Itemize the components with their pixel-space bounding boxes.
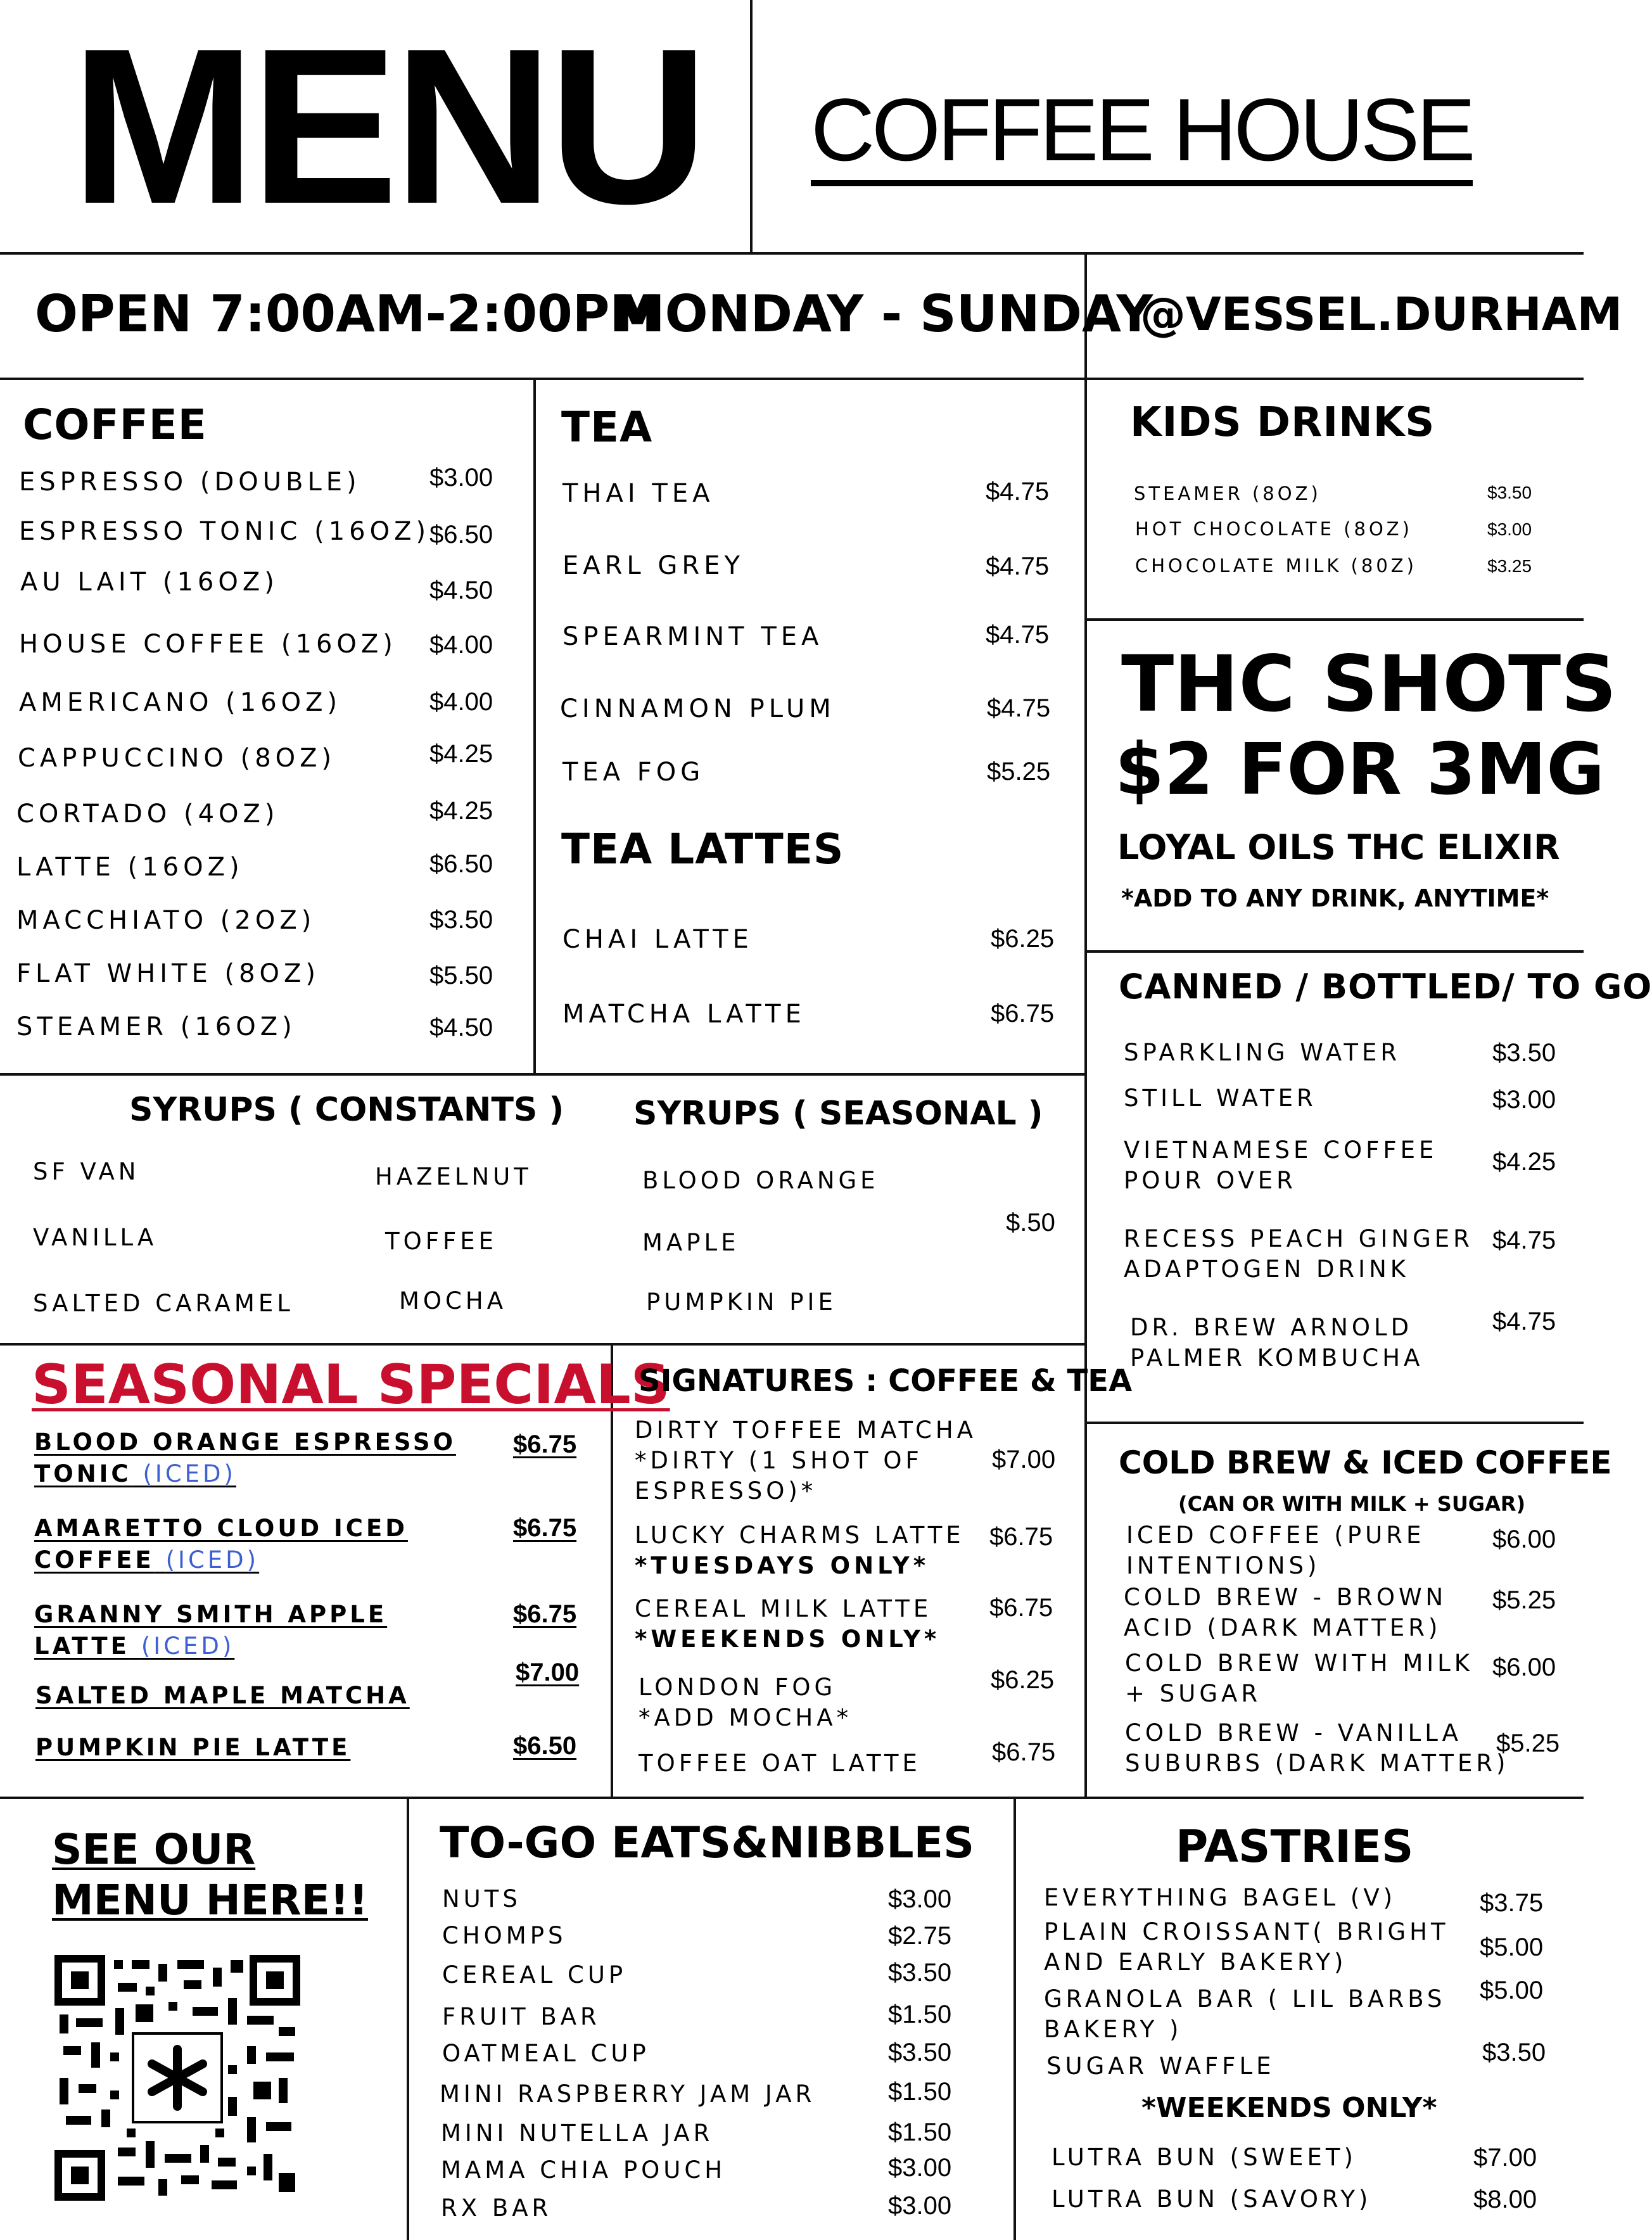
tea-item-price: $5.25 [987,758,1051,786]
coffee-item-name: ESPRESSO (DOUBLE) [19,468,361,497]
canned-heading: CANNED / BOTTLED/ TO GO [1119,967,1652,1007]
divider [407,1797,409,2240]
pastry-item-price: $3.50 [1482,2039,1546,2066]
weekends-only-label: *WEEKENDS ONLY* [1141,2092,1437,2124]
signature-item [639,1672,852,1733]
weekend-pastry-price: $8.00 [1473,2186,1537,2213]
cold-brew-item-price: $5.25 [1492,1586,1556,1614]
pastry-item-name-line2: AND EARLY BAKERY) [1044,1949,1347,1976]
coffee-item-name: AMERICANO (16OZ) [19,688,342,717]
eats-item-price: $1.50 [888,2118,952,2146]
coffee-item-price: $5.50 [429,962,493,990]
pastry-item-price: $3.75 [1480,1889,1544,1917]
eats-item-price: $3.50 [888,2039,952,2066]
seasonal-item-line1: BLOOD ORANGE ESPRESSO [34,1429,456,1456]
canned-item-price: $4.75 [1492,1226,1556,1254]
coffee-item-name: FLAT WHITE (8OZ) [16,959,321,988]
pastry-item-name-line2: BAKERY ) [1044,2016,1183,2043]
signature-item-line: ESPRESSO)* [635,1477,817,1505]
cold-brew-item-name-line2: INTENTIONS) [1126,1552,1321,1579]
eats-item-price: $1.50 [888,2078,952,2106]
seasonal-item-price: $6.75 [513,1514,577,1542]
tea-latte-item-price: $6.75 [991,1000,1055,1028]
cold-brew-item-name: COLD BREW WITH MILK [1125,1650,1474,1677]
canned-item-price: $4.75 [1492,1308,1556,1335]
seasonal-item-price: $6.75 [513,1430,577,1458]
kids-item-price: $3.50 [1487,483,1532,502]
weekend-pastry-price: $7.00 [1473,2144,1537,2172]
tea-item-name: CINNAMON PLUM [560,694,836,723]
syrups-constants-heading: SYRUPS ( CONSTANTS ) [129,1091,564,1129]
coffee-item-price: $6.50 [429,850,493,878]
syrup-item: MAPLE [642,1229,740,1256]
seasonal-item [34,1599,387,1662]
coffee-item-price: $4.00 [429,688,493,716]
canned-item-price: $3.00 [1492,1086,1556,1114]
eats-item-name: MAMA CHIA POUCH [441,2156,727,2184]
eats-item-name: CEREAL CUP [442,1961,627,1989]
signature-item-price: $6.75 [992,1738,1056,1766]
signature-item-line: *WEEKENDS ONLY* [635,1626,941,1653]
pastries-heading: PASTRIES [1176,1821,1414,1873]
iced-tag: (ICED) [141,1632,235,1660]
signature-item-price: $7.00 [992,1446,1056,1473]
eats-item-name: MINI RASPBERRY JAM JAR [440,2080,816,2108]
opening-hours: OPEN 7:00AM-2:00PM [35,284,661,343]
signature-item-line: CEREAL MILK LATTE [635,1595,932,1622]
eats-item-price: $3.50 [888,1959,952,1987]
cold-brew-item-price: $5.25 [1496,1729,1560,1757]
pastry-item-name: SUGAR WAFFLE [1046,2052,1275,2080]
coffee-item-name: CAPPUCCINO (8OZ) [18,744,336,773]
coffee-item-price: $3.00 [429,464,493,492]
signature-item-line: *ADD MOCHA* [639,1704,853,1731]
tea-item-price: $4.75 [986,552,1050,580]
seasonal-item-price: $7.00 [516,1658,580,1686]
tea-item-name: THAI TEA [562,479,715,508]
eats-item-price: $3.00 [888,2154,952,2182]
coffee-item-price: $4.25 [429,797,493,825]
signature-item-price: $6.75 [989,1523,1053,1551]
kids-item-name: HOT CHOCOLATE (8OZ) [1135,518,1413,540]
thc-price: $2 FOR 3MG [1115,729,1605,811]
seasonal-item-line2: TONIC (ICED) [34,1460,236,1487]
syrup-item: MOCHA [399,1287,507,1314]
thc-product: LOYAL OILS THC ELIXIR [1117,827,1560,867]
see-menu-line2: MENU HERE!! [52,1876,368,1925]
thc-note: *ADD TO ANY DRINK, ANYTIME* [1121,884,1549,912]
kids-item-name: CHOCOLATE MILK (80Z) [1135,555,1417,576]
syrup-item: SALTED CARAMEL [33,1290,294,1317]
divider [1013,1797,1016,2240]
syrup-item: SF VAN [33,1158,140,1185]
pastry-item-name: PLAIN CROISSANT( BRIGHT [1044,1918,1449,1945]
divider [1084,252,1087,1798]
syrup-item: VANILLA [33,1224,158,1251]
kids-item-price: $3.25 [1487,556,1532,576]
kids-drinks-heading: KIDS DRINKS [1130,399,1435,446]
seasonal-item-line2: COFFEE (ICED) [34,1546,260,1574]
cold-brew-heading: COLD BREW & ICED COFFEE [1119,1444,1612,1481]
iced-tag: (ICED) [143,1460,236,1487]
coffee-item-price: $4.50 [429,576,493,604]
tea-lattes-heading: TEA LATTES [561,825,844,874]
menu-qr-code[interactable] [57,1957,298,2198]
coffee-item-price: $6.50 [429,521,493,549]
signature-item-line: LONDON FOG [639,1674,837,1701]
syrup-item: TOFFEE [385,1228,498,1255]
pastry-item-price: $5.00 [1480,1933,1544,1961]
coffee-item-name: CORTADO (4OZ) [16,799,279,829]
canned-item-name: RECESS PEACH GINGER [1124,1225,1473,1252]
seasonal-item [34,1427,456,1490]
thc-shots-title: THC SHOTS [1121,639,1617,729]
syrups-seasonal-heading: SYRUPS ( SEASONAL ) [633,1095,1043,1133]
coffee-item-price: $3.50 [429,906,493,934]
tea-item-name: SPEARMINT TEA [562,622,823,651]
eats-item-price: $2.75 [888,1922,952,1950]
signature-item-line: DIRTY TOFFEE MATCHA [635,1416,977,1444]
eats-item-price: $1.50 [888,2001,952,2028]
divider [0,1797,1584,1799]
signature-item-line: *DIRTY (1 SHOT OF [635,1447,923,1474]
signature-item: TOFFEE OAT LATTE [639,1750,921,1777]
canned-item-name: VIETNAMESE COFFEE [1124,1136,1438,1164]
eats-item-name: FRUIT BAR [442,2003,600,2030]
divider [750,0,753,252]
canned-item-name-line2: PALMER KOMBUCHA [1130,1344,1424,1371]
tea-latte-item-price: $6.25 [991,925,1055,953]
seasonal-item: PUMPKIN PIE LATTE [35,1734,351,1761]
canned-item-name: DR. BREW ARNOLD [1130,1314,1413,1341]
seasonal-item: SALTED MAPLE MATCHA [35,1682,410,1709]
syrup-item: HAZELNUT [375,1163,532,1190]
signature-item-line: *TUESDAYS ONLY* [635,1552,930,1579]
see-menu-line1: SEE OUR [52,1825,256,1874]
pastry-item-name: GRANOLA BAR ( LIL BARBS [1044,1985,1446,2013]
seasonal-specials-heading: SEASONAL SPECIALS [32,1353,670,1416]
divider [0,252,1584,255]
divider [0,378,1584,380]
seasonal-item-line1: GRANNY SMITH APPLE [34,1601,388,1628]
coffee-item-name: STEAMER (16OZ) [16,1012,296,1041]
tea-item-price: $4.75 [986,621,1050,649]
cold-brew-item-name-line2: SUBURBS (DARK MATTER) [1125,1750,1509,1777]
signature-item-price: $6.75 [989,1594,1053,1622]
signature-item [635,1520,965,1581]
cold-brew-item-price: $6.00 [1492,1525,1556,1553]
cold-brew-item-name: ICED COFFEE (PURE [1126,1522,1425,1549]
eats-item-name: MINI NUTELLA JAR [441,2120,714,2147]
tea-item-name: TEA FOG [562,758,705,787]
eats-heading: TO-GO EATS&NIBBLES [440,1818,975,1868]
tea-heading: TEA [561,403,653,452]
divider [1087,618,1584,621]
syrup-seasonal-price: $.50 [1006,1209,1055,1237]
coffee-item-name: LATTE (16OZ) [16,853,244,882]
signatures-heading: SIGNATURES : COFFEE & TEA [639,1363,1133,1399]
canned-item-price: $4.25 [1492,1148,1556,1176]
shop-name: COFFEE HOUSE [811,82,1473,186]
tea-latte-item-name: CHAI LATTE [562,925,753,954]
cold-brew-subtitle: (CAN OR WITH MILK + SUGAR) [1178,1492,1526,1516]
menu-title: MENU [71,3,704,250]
coffee-item-name: AU LAIT (16OZ) [20,568,279,597]
eats-item-name: NUTS [442,1885,521,1912]
eats-item-price: $3.00 [888,1885,952,1913]
coffee-item-price: $4.00 [429,631,493,659]
coffee-item-price: $4.25 [429,740,493,768]
divider [1087,950,1584,953]
coffee-item-price: $4.50 [429,1014,493,1041]
canned-item-name: SPARKLING WATER [1124,1039,1401,1066]
coffee-item-name: HOUSE COFFEE (16OZ) [19,630,397,659]
eats-item-price: $3.00 [888,2192,952,2220]
eats-item-name: CHOMPS [442,1922,567,1949]
iced-tag: (ICED) [165,1546,260,1574]
syrup-item: PUMPKIN PIE [646,1289,837,1316]
kids-item-price: $3.00 [1487,519,1532,539]
signature-item-price: $6.25 [991,1666,1055,1694]
see-menu-label [52,1824,368,1926]
pastry-item-price: $5.00 [1480,1976,1544,2004]
signature-item [635,1594,940,1655]
syrup-item: BLOOD ORANGE [642,1167,879,1194]
weekend-pastry-name: LUTRA BUN (SAVORY) [1052,2186,1372,2213]
tea-latte-item-name: MATCHA LATTE [562,1000,806,1029]
cold-brew-item-price: $6.00 [1492,1653,1556,1681]
cold-brew-item-name-line2: ACID (DARK MATTER) [1124,1614,1442,1641]
eats-item-name: OATMEAL CUP [442,2040,650,2067]
seasonal-item-price: $6.75 [513,1600,577,1628]
kids-item-name: STEAMER (8OZ) [1134,483,1321,504]
divider [1087,1422,1584,1424]
divider [0,1343,1087,1346]
divider [533,378,536,1074]
coffee-heading: COFFEE [23,400,207,449]
cold-brew-item-name: COLD BREW - BROWN [1124,1584,1447,1611]
divider [0,1073,1087,1076]
coffee-item-name: ESPRESSO TONIC (16OZ) [19,517,431,546]
eats-item-name: RX BAR [441,2194,552,2222]
social-handle: @VESSEL.DURHAM [1140,288,1623,341]
canned-item-name-line2: POUR OVER [1124,1167,1297,1194]
signature-item-line: LUCKY CHARMS LATTE [635,1522,965,1549]
cold-brew-item-name: COLD BREW - VANILLA [1125,1719,1462,1747]
opening-days: MONDAY - SUNDAY [614,284,1153,343]
seasonal-item-price: $6.50 [513,1732,577,1760]
seasonal-item-line1: AMARETTO CLOUD ICED [34,1515,408,1542]
canned-item-price: $3.50 [1492,1039,1556,1067]
weekend-pastry-name: LUTRA BUN (SWEET) [1052,2144,1357,2171]
qr-code-graphic [57,1957,298,2198]
canned-item-name: STILL WATER [1124,1085,1317,1112]
cold-brew-item-name-line2: + SUGAR [1125,1680,1262,1707]
tea-item-name: EARL GREY [562,551,744,580]
canned-item-name-line2: ADAPTOGEN DRINK [1124,1256,1410,1283]
tea-item-price: $4.75 [986,478,1050,506]
seasonal-item-line2: LATTE (ICED) [34,1632,235,1660]
seasonal-item [34,1513,408,1576]
signature-item [635,1415,977,1506]
pastry-item-name: EVERYTHING BAGEL (V) [1044,1884,1397,1911]
coffee-item-name: MACCHIATO (2OZ) [16,906,316,935]
tea-item-price: $4.75 [987,694,1051,722]
